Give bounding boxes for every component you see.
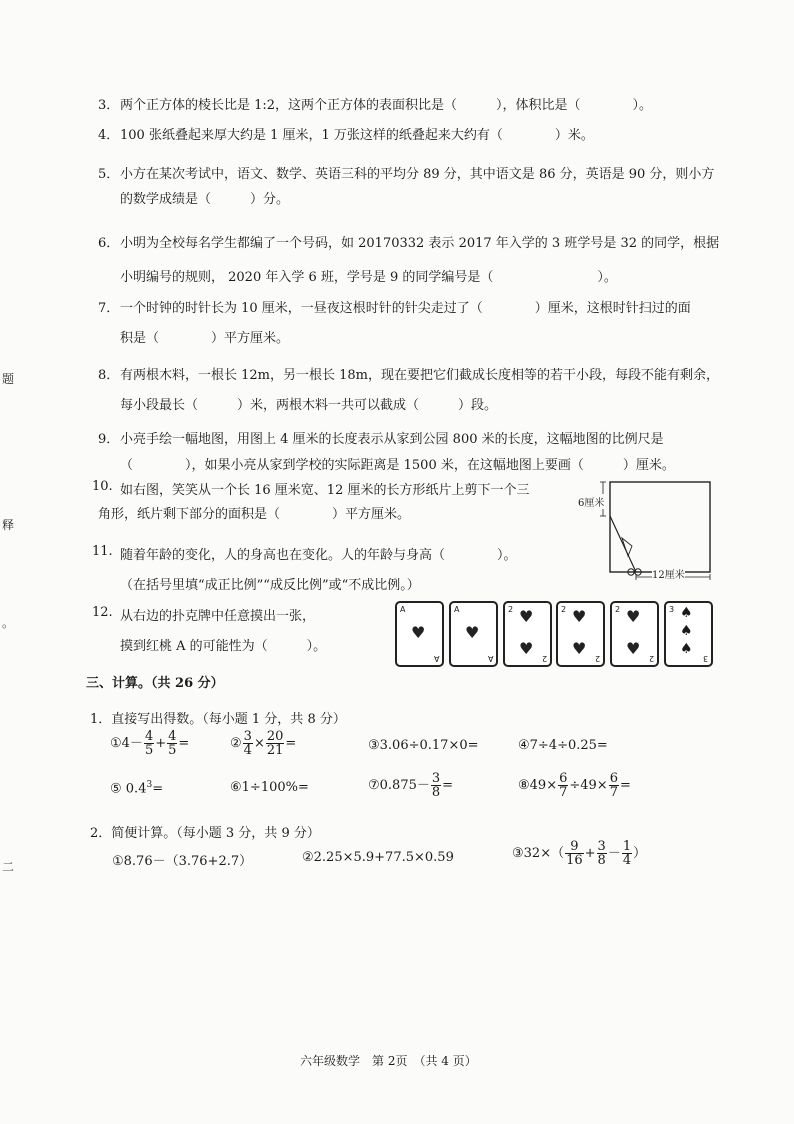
question-number: 8． [98, 368, 120, 383]
question-3-text: 两个正方体的棱长比是 1:2，这两个正方体的表面积比是（ ），体积比是（ ）。 [120, 98, 653, 113]
expr-text: = [152, 781, 164, 797]
question-11-line2: （在括号里填“成正比例”“成反比例”或“不成比例。） [120, 578, 420, 593]
heart-icon: ♥ [411, 623, 426, 642]
denominator: 4 [622, 853, 632, 868]
denominator: 21 [266, 743, 284, 758]
question-number: 11. [92, 544, 113, 559]
fraction [565, 840, 584, 867]
question-number: 6． [98, 236, 120, 251]
figure-label-12cm: 12厘米 [652, 566, 685, 581]
fraction [266, 730, 285, 757]
question-7-line1: 一个时钟的时针长为 10 厘米，一昼夜这根时针的针尖走过了（ ）厘米，这根时针扫过的面 [120, 301, 691, 316]
card-rank: A [400, 605, 406, 614]
card-rank: 2 [615, 605, 621, 614]
fraction [597, 840, 607, 867]
section-3-title: 三、计算。（共 26 分） [86, 676, 224, 691]
question-number: 12. [92, 605, 113, 620]
calc-1-title: 1．直接写出得数。（每小题 1 分，共 8 分） [90, 712, 346, 727]
fraction [167, 730, 177, 757]
expr-text: ⑧49× [518, 778, 558, 793]
denominator: 5 [144, 743, 154, 758]
calc-1-problem-8 [518, 772, 631, 799]
card-rank: 2 [541, 654, 547, 663]
question-11-line1: 随着年龄的变化，人的身高也在变化。人的年龄与身高（ ）。 [120, 548, 517, 563]
heart-icon: ♥ [519, 607, 534, 626]
fraction [144, 730, 154, 757]
expr-text: ÷49× [569, 778, 608, 793]
card-rank: 2 [561, 605, 567, 614]
question-12-line2: 摸到红桃 A 的可能性为（ ）。 [120, 639, 327, 654]
denominator: 8 [597, 853, 606, 868]
denominator: 5 [168, 743, 177, 758]
fraction [243, 730, 253, 757]
playing-card [556, 601, 605, 667]
playing-card [664, 601, 713, 667]
playing-card [449, 601, 498, 667]
calc-2-title: 2．简便计算。（每小题 3 分，共 9 分） [90, 826, 320, 841]
question-5-line1: 小方在某次考试中，语文、数学、英语三科的平均分 89 分，其中语文是 86 分，英语是 90 分，则小方 [120, 167, 715, 182]
fraction [558, 772, 568, 799]
heart-icon: ♥ [572, 607, 587, 626]
question-9-line1: 小亮手绘一幅地图，用图上 4 厘米的长度表示从家到公园 800 米的长度，这幅地图的比例尺是 [120, 432, 664, 447]
fraction [609, 772, 619, 799]
question-number: 4． [98, 128, 120, 143]
calc-1-problem-2 [230, 730, 296, 757]
denominator: 4 [243, 743, 252, 758]
numerator: 4 [144, 729, 154, 744]
side-mark: 二 [2, 860, 15, 874]
expr-text: ② [230, 736, 242, 751]
card-rank: 2 [508, 605, 514, 614]
card-rank: A [487, 654, 493, 663]
numerator: 1 [622, 839, 632, 854]
calc-2-problem-2: ②2.25×5.9+77.5×0.59 [302, 850, 454, 865]
page-footer: 六年级数学 第 2页 （共 4 页） [300, 1054, 477, 1068]
playing-card [503, 601, 552, 667]
calc-1-problem-6: ⑥1÷100%= [230, 780, 309, 795]
exponent: 3 [146, 780, 153, 790]
question-number: 3． [98, 98, 120, 113]
expr-text: ） [633, 846, 647, 861]
rectangle-cut-figure [578, 480, 718, 580]
playing-card [395, 601, 444, 667]
numerator: 20 [266, 729, 284, 744]
figure-label-6cm: 6厘米 [578, 494, 604, 509]
heart-icon: ♥ [626, 639, 641, 658]
denominator: 7 [559, 785, 568, 800]
denominator: 7 [609, 785, 618, 800]
expr-text: ①4－ [110, 736, 143, 751]
expr-text: + [584, 846, 596, 861]
question-5-line2: 的数学成绩是（ ）分。 [120, 192, 290, 207]
card-rank: 3 [702, 654, 708, 663]
spade-icon: ♠ [680, 623, 693, 639]
card-rank: 3 [669, 605, 675, 614]
question-number: 10. [92, 479, 113, 494]
heart-icon: ♥ [626, 607, 641, 626]
question-10-line2: 角形，纸片剩下部分的面积是（ ）平方厘米。 [98, 507, 411, 522]
heart-icon: ♥ [572, 639, 587, 658]
fraction [622, 840, 632, 867]
spade-icon: ♠ [680, 641, 693, 657]
expr-text: = [442, 778, 454, 793]
spade-icon: ♠ [680, 605, 693, 621]
side-mark: 题 [2, 372, 15, 386]
expr-text: ⑦0.875－ [368, 778, 430, 793]
expr-text: ③32×（ [512, 846, 565, 861]
denominator: 16 [566, 853, 583, 868]
expr-text: － [607, 846, 621, 861]
question-9-line2: （ ），如果小亮从家到学校的实际距离是 1500 米，在这幅地图上要画（ ）厘米。 [120, 458, 675, 473]
expr-text: = [619, 778, 631, 793]
question-8-line1: 有两根木料，一根长 12m，另一根长 18m，现在要把它们截成长度相等的若干小段，每段不能有剩余， [120, 368, 720, 383]
expr-text: ⑤ 0.4 [110, 781, 147, 797]
question-number: 9． [98, 432, 120, 447]
question-6-line1: 小明为全校每名学生都编了一个号码，如 20170332 表示 2017 年入学的 3 班学号是 32 的同学，根据 [120, 236, 720, 251]
numerator: 3 [597, 839, 606, 854]
card-rank: 2 [594, 654, 600, 663]
card-rank: A [433, 654, 439, 663]
expr-text: = [178, 736, 190, 751]
question-12-line1: 从右边的扑克牌中任意摸出一张， [120, 609, 316, 624]
numerator: 4 [168, 729, 177, 744]
calc-1-problem-5 [110, 780, 163, 796]
expr-text: × [253, 736, 265, 751]
side-mark: 释 [2, 518, 15, 532]
calc-1-problem-1 [110, 730, 189, 757]
heart-icon: ♥ [465, 623, 480, 642]
calc-2-problem-1: ①8.76－（3.76+2.7） [112, 854, 253, 869]
calc-1-problem-4: ④7÷4÷0.25= [518, 738, 608, 753]
denominator: 8 [431, 785, 441, 800]
question-6-line2: 小明编号的规则， 2020 年入学 6 班，学号是 9 的同学编号是（ ）。 [120, 270, 617, 285]
expr-text: = [285, 736, 297, 751]
numerator: 3 [243, 729, 252, 744]
card-rank: 2 [648, 654, 654, 663]
numerator: 3 [431, 771, 441, 786]
numerator: 6 [559, 771, 568, 786]
fraction [431, 772, 441, 799]
playing-card [610, 601, 659, 667]
question-8-line2: 每小段最长（ ）米，两根木料一共可以截成（ ）段。 [120, 398, 498, 413]
question-10-line1: 如右图，笑笑从一个长 16 厘米宽、12 厘米的长方形纸片上剪下一个三 [120, 483, 530, 498]
numerator: 6 [609, 771, 618, 786]
numerator: 9 [565, 840, 584, 854]
heart-icon: ♥ [519, 639, 534, 658]
question-number: 7． [98, 301, 120, 316]
calc-1-problem-3: ③3.06÷0.17×0= [368, 738, 479, 753]
calc-2-problem-3 [512, 840, 646, 867]
calc-1-problem-7 [368, 772, 453, 799]
question-number: 5． [98, 167, 120, 182]
expr-text: + [155, 736, 167, 751]
question-4-text: 100 张纸叠起来厚大约是 1 厘米，1 万张这样的纸叠起来大约有（ ）米。 [120, 128, 594, 143]
question-7-line2: 积是（ ）平方厘米。 [120, 331, 290, 346]
card-rank: A [454, 605, 460, 614]
side-mark: 。 [2, 616, 15, 630]
